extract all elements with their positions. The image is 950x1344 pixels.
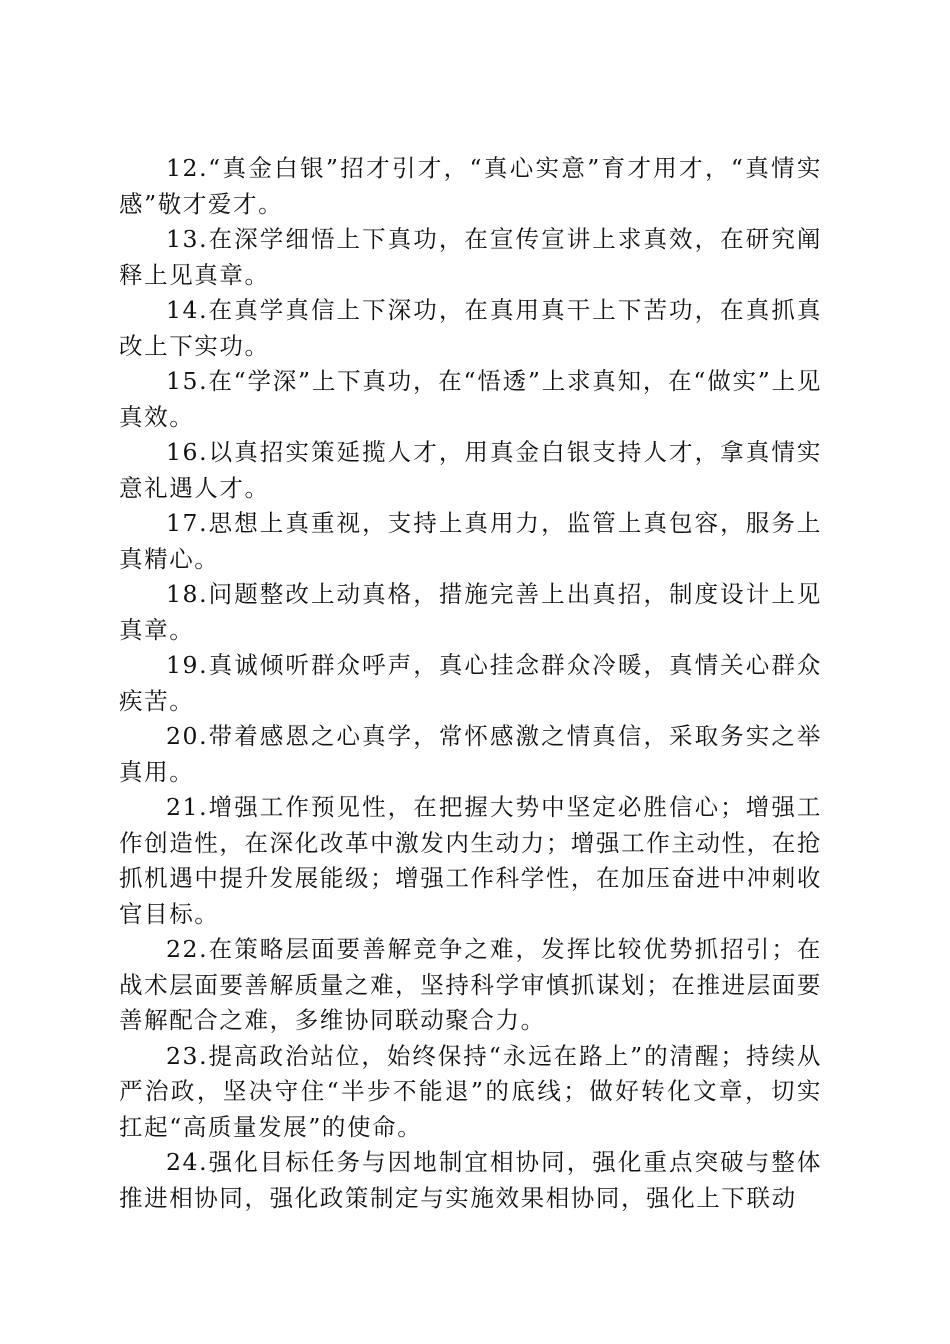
paragraph-15: 15.在“学深”上下真功，在“悟透”上求真知，在“做实”上见真效。: [119, 367, 822, 431]
paragraph-12: 12.“真金白银”招才引才，“真心实意”育才用才，“真情实感”敬才爱才。: [119, 154, 822, 218]
paragraph-18: 18.问题整改上动真格，措施完善上出真招，制度设计上见真章。: [119, 580, 822, 644]
paragraph-17: 17.思想上真重视，支持上真用力，监管上真包容，服务上真精心。: [119, 509, 822, 573]
paragraph-13: 13.在深学细悟上下真功，在宣传宣讲上求真效，在研究阐释上见真章。: [119, 225, 822, 289]
document-body: [119, 151, 822, 1216]
paragraph-21: 21.增强工作预见性，在把握大势中坚定必胜信心；增强工作创造性，在深化改革中激发内生动力；增强工作主动性，在抢抓机遇中提升发展能级；增强工作科学性，在加压奋进中冲刺收官目标。: [119, 793, 822, 928]
paragraph-20: 20.带着感恩之心真学，常怀感激之情真信，采取务实之举真用。: [119, 722, 822, 786]
paragraph-24: 24.强化目标任务与因地制宜相协同，强化重点突破与整体推进相协同，强化政策制定与实施效果相协同，强化上下联动: [119, 1148, 822, 1212]
paragraph-16: 16.以真招实策延揽人才，用真金白银支持人才，拿真情实意礼遇人才。: [119, 438, 822, 502]
paragraph-14: 14.在真学真信上下深功，在真用真干上下苦功，在真抓真改上下实功。: [119, 296, 822, 360]
paragraph-23: 23.提高政治站位，始终保持“永远在路上”的清醒；持续从严治政，坚决守住“半步不能退”的底线；做好转化文章，切实扛起“高质量发展”的使命。: [119, 1041, 822, 1141]
paragraph-19: 19.真诚倾听群众呼声，真心挂念群众冷暖，真情关心群众疾苦。: [119, 651, 822, 715]
paragraph-22: 22.在策略层面要善解竞争之难，发挥比较优势抓招引；在战术层面要善解质量之难，坚持科学审慎抓谋划；在推进层面要善解配合之难，多维协同联动聚合力。: [119, 935, 822, 1034]
